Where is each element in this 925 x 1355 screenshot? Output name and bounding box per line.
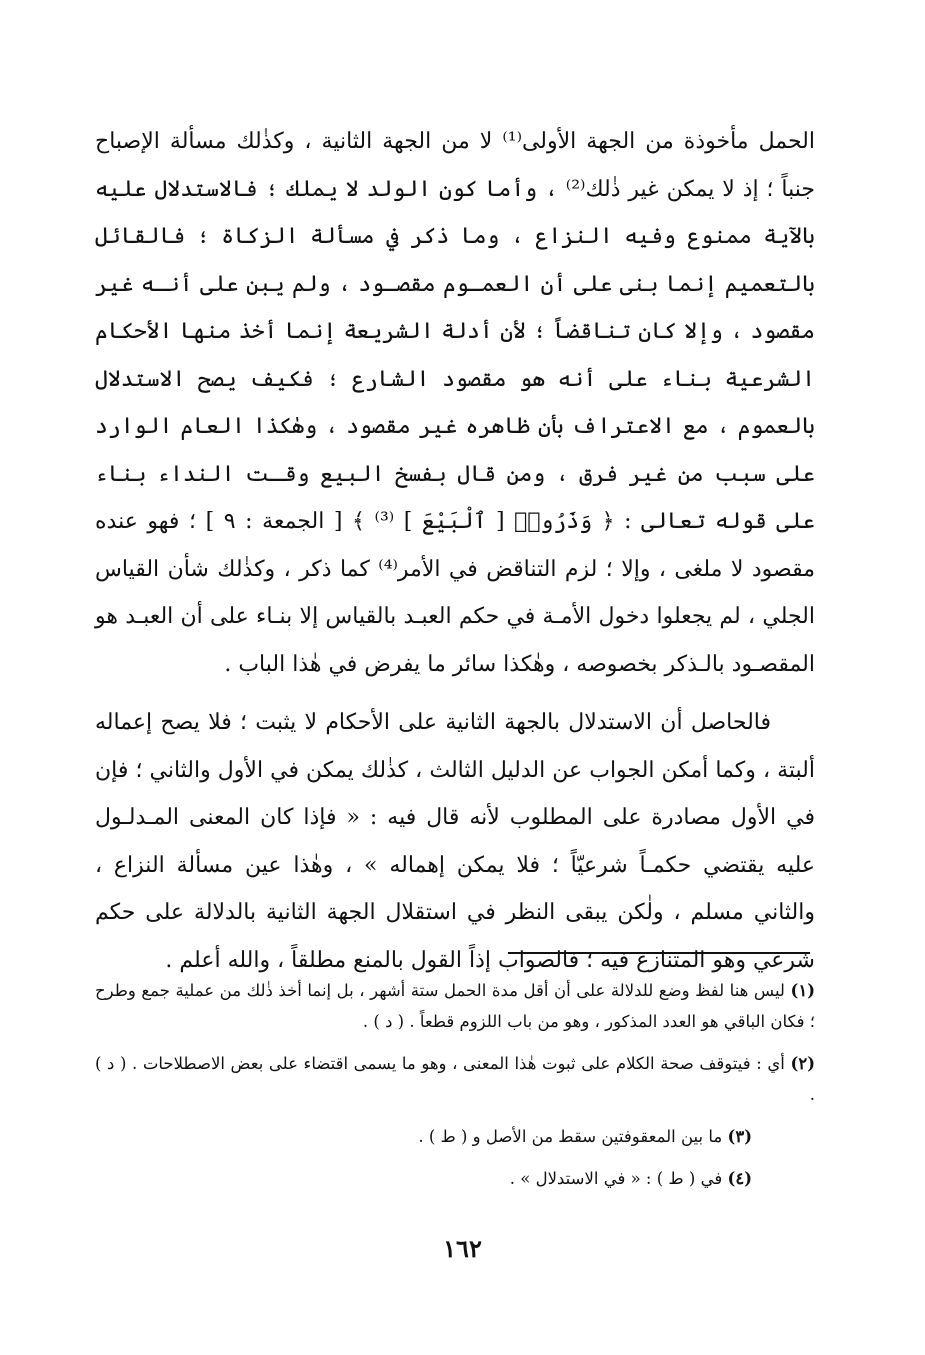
paragraph-2: فالحاصل أن الاستدلال بالجهة الثانية على الأحكام لا يثبت ؛ فلا يصح إعماله ألبتة ، وكما أمكن الجواب عن الدليل الثالث ، كذٰلك يمكن في الأول والثاني ؛ فإن في الأول مصادرة على المطلوب لأنه قال فيه : « فإذا كان المعنى المـدلـول عليه يقتضي حكمـاً شرعيّاً ؛ فلا يمكن إهماله » ، وهٰذا عين مسألة النزاع ، والثاني مسلم ، ولٰكن يبقى النظر في استقلال الجهة الثانية بالدلالة على حكم شرعي وهو المتنازع فيه ؛ فالصواب إذاً القول بالمنع مطلقاً ، والله أعلم . xyxy=(95,710,815,973)
footnote-3-number: (٣) xyxy=(727,1127,752,1146)
footnote-4-text: في ( ط ) : « في الاستدلال » . xyxy=(509,1169,723,1188)
footnote-4 xyxy=(95,1163,752,1194)
footnote-3-text: ما بين المعقوفتين سقط من الأصل و ( ط ) . xyxy=(418,1127,723,1146)
paragraph-1: الحمل مأخوذة من الجهة الأولى⁽¹⁾ لا من الجهة الثانية ، وكذٰلك مسألة الإصباح جنباً ؛ إذ لا يمكن غير ذٰلك⁽²⁾ ، وأما كون الولد لا يملك ؛ فالاستدلال عليه بالآية ممنوع وفيه النزاع ، وما ذكر في مسألة الزكاة ؛ فالقائل بالتعميم إنما بنى على أن العمـوم مقصـود ، ولم يبن على أنـه غير مقصود ، وإلا كان تناقضاً ؛ لأن أدلة الشريعة إنما أخذ منها الأحكام الشرعية بناء على أنه هو مقصود الشارع ؛ فكيف يصح الاستدلال بالعموم ، مع الاعتراف بأن ظاهره غير مقصود ، وهٰكذا العام الوارد على سبب من غير فرق ، ومن قال بفسخ البيع وقـت النداء بناء على قوله تعالى : ﴿ وَذَرُوا۟ [ ٱلْبَيْعَ ] ⁽³⁾ ﴾ [ الجمعة : ٩ ] ؛ فهو عنده مقصود لا ملغى ، وإلا ؛ لزم التناقض في الأمر⁽⁴⁾ كما ذكر ، وكذٰلك شأن القياس الجلي ، لم يجعلوا دخول الأمـة في حكم العبـد بالقياس إلا بنـاء على أن العبـد هو المقصـود بالـذكر بخصوصه ، وهٰكذا سائر ما يفرض في هٰذا الباب . xyxy=(95,129,816,677)
footnote-1-text: ليس هنا لفظ وضع للدلالة على أن أقل مدة الحمل ستة أشهر ، بل إنما أخذ ذٰلك من عملية جمع وطرح ؛ فكان الباقي هو العدد المذكور ، وهو من باب اللزوم قطعاً . ( د ) . xyxy=(95,981,815,1031)
footnote-1-number: (١) xyxy=(790,981,815,1000)
page-number: ١٦٢ xyxy=(443,1234,482,1263)
main-text-body xyxy=(95,118,815,995)
footnote-1 xyxy=(95,975,815,1037)
footnote-2-number: (٢) xyxy=(790,1054,815,1073)
footnote-3 xyxy=(95,1121,752,1152)
footnote-divider xyxy=(508,952,810,954)
footnote-2 xyxy=(95,1048,815,1110)
footnote-2-text: أي : فيتوقف صحة الكلام على ثبوت هٰذا المعنى ، وهو ما يسمى اقتضاء على بعض الاصطلاحات . ( د ) . xyxy=(95,1054,815,1104)
footnote-4-number: (٤) xyxy=(727,1169,752,1188)
footnotes xyxy=(95,975,815,1205)
